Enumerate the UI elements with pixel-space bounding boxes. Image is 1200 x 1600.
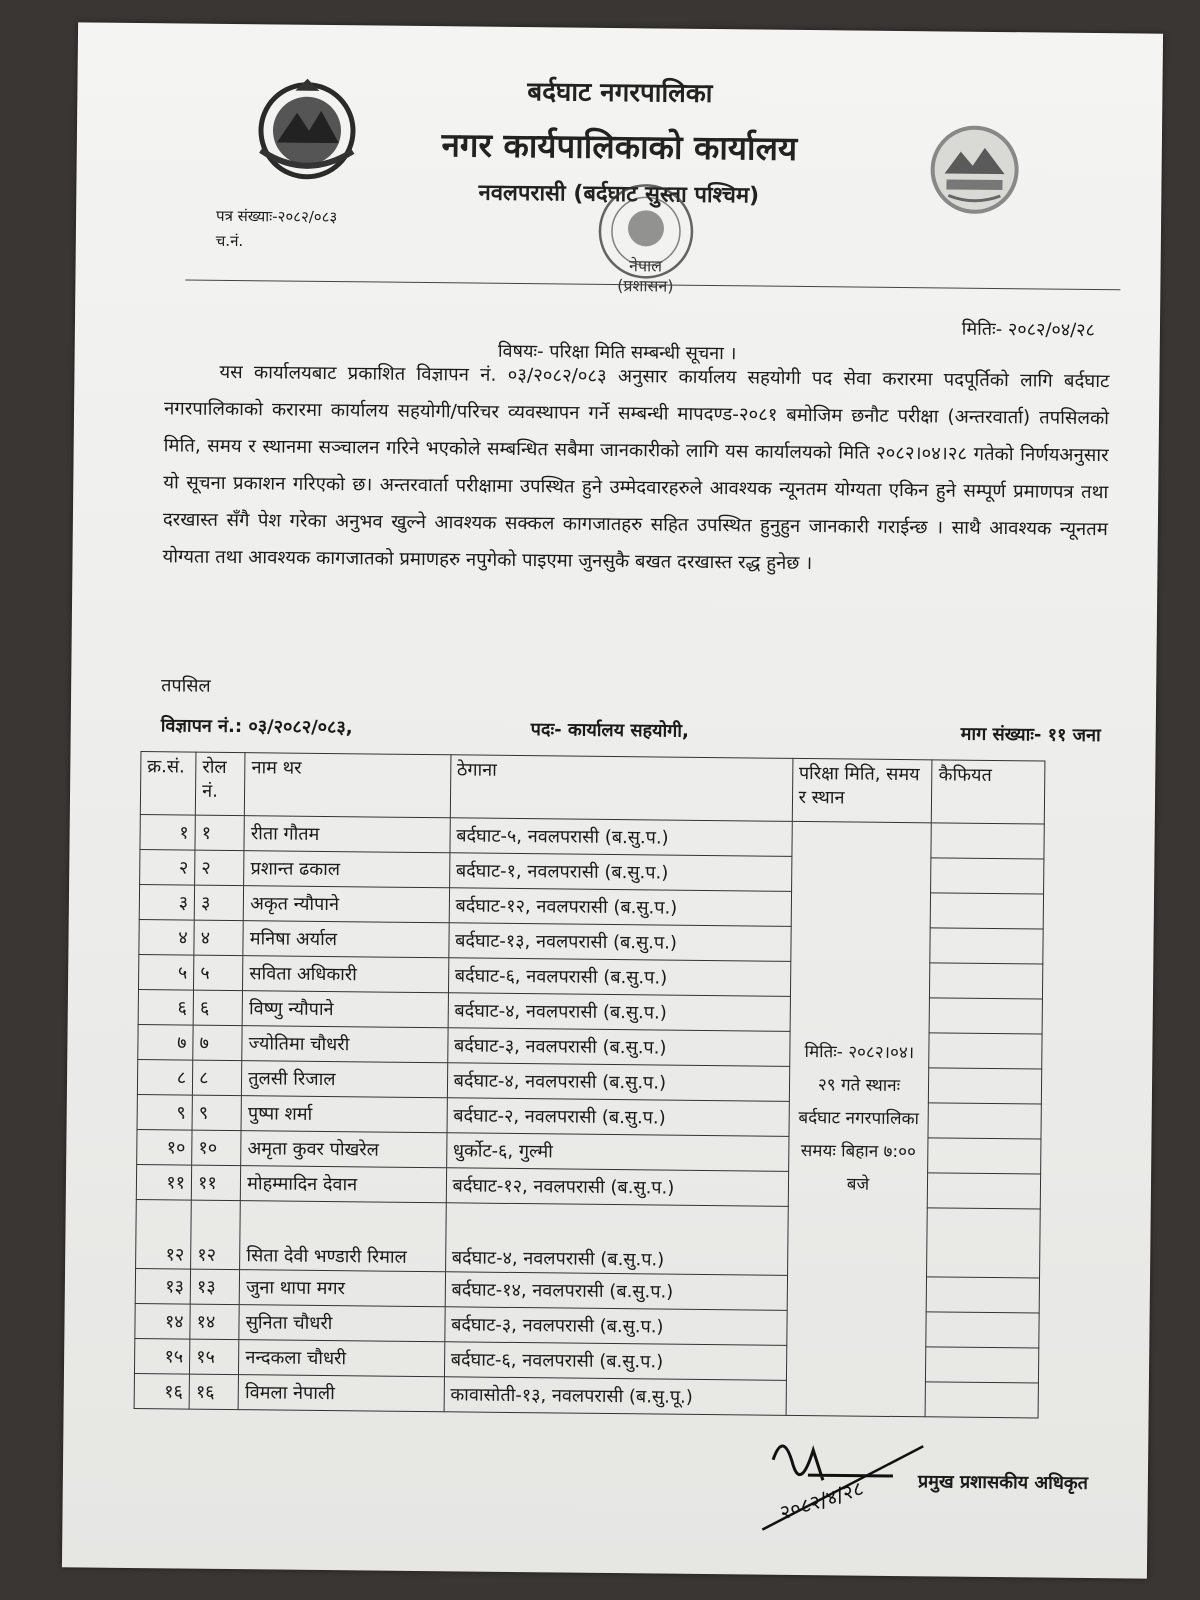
demand-count: माग संख्याः- ११ जना	[960, 723, 1101, 747]
cell-roll: ८	[192, 1060, 242, 1096]
cell-remarks	[929, 1033, 1042, 1069]
cell-remarks	[930, 963, 1043, 999]
cell-remarks	[930, 998, 1043, 1034]
cell-remarks	[931, 893, 1044, 929]
office-location: नवलपरासी (बर्दघाट सुस्ता पश्चिम)	[478, 180, 760, 209]
cell-address: बर्दघाट-४, नवलपरासी (ब.सु.प.)	[445, 1203, 788, 1276]
header-address: ठेगाना	[450, 755, 793, 822]
cell-sn: ८	[137, 1060, 192, 1096]
cell-name: ज्योतिमा चौधरी	[242, 1026, 448, 1063]
schedule-heading: तपसिल	[161, 675, 211, 697]
ad-number: विज्ञापन नं.: ०३/२०८२/०८३,	[160, 715, 353, 739]
cell-sn: १४	[135, 1304, 190, 1340]
notice-paper	[62, 22, 1163, 1578]
header-sn: क्र.सं.	[140, 752, 196, 816]
cell-name: मोहम्मादिन देवान	[241, 1166, 447, 1203]
cell-sn: १२	[136, 1200, 192, 1270]
cell-remarks	[930, 928, 1043, 964]
cell-sn: १०	[137, 1130, 192, 1166]
signatory-title: प्रमुख प्रशासकीय अधिकृत	[917, 1471, 1089, 1495]
cell-roll: १६	[189, 1374, 239, 1410]
cell-remarks	[927, 1208, 1040, 1278]
cell-sn: ५	[138, 955, 193, 991]
office-name: नगर कार्यपालिकाको कार्यालय	[441, 125, 798, 168]
municipality-logo-icon	[926, 123, 1023, 216]
header-roll: रोल नं.	[195, 752, 245, 816]
cell-roll: ३	[194, 885, 244, 921]
letter-number: पत्र संख्याः-२०८२/०८३	[216, 206, 338, 227]
cell-remarks	[926, 1312, 1039, 1348]
municipality-name: बर्दघाट नगरपालिका	[527, 77, 713, 110]
cell-roll: ६	[193, 990, 243, 1026]
signature-date: २०८२/४/२८	[776, 1475, 867, 1525]
cell-address: बर्दघाट-१२, नवलपरासी (ब.सु.प.)	[446, 1168, 788, 1207]
cell-roll: १	[195, 815, 245, 851]
cell-sn: १	[140, 815, 195, 851]
cell-roll: २	[195, 850, 245, 886]
cell-sn: ६	[138, 990, 193, 1026]
cell-name: जुना थापा मगर	[239, 1270, 445, 1307]
stamp-country: नेपाल	[629, 256, 663, 276]
cell-address: बर्दघाट-६, नवलपरासी (ब.सु.प.)	[448, 958, 790, 997]
cell-name: अमृता कुवर पोखरेल	[241, 1131, 447, 1168]
cell-remarks	[928, 1103, 1041, 1139]
cell-remarks	[931, 858, 1044, 894]
advertisement-meta	[160, 713, 1101, 747]
candidate-table	[134, 751, 1046, 1418]
cell-address: बर्दघाट-१, नवलपरासी (ब.सु.प.)	[449, 853, 791, 892]
cell-exam-info: मितिः- २०८२।०४। २९ गते स्थानः बर्दघाट नगरपालिका समयः बिहान ७:०० बजे	[786, 821, 932, 1416]
cell-roll: १३	[190, 1269, 240, 1305]
cell-name: सविता अधिकारी	[243, 956, 449, 993]
cell-remarks	[926, 1347, 1039, 1383]
post-name: पदः- कार्यालय सहयोगी,	[530, 719, 689, 742]
cell-address: बर्दघाट-२, नवलपरासी (ब.सु.प.)	[447, 1098, 789, 1137]
cell-name: अकृत न्यौपाने	[243, 886, 449, 923]
cell-roll: ४	[194, 920, 244, 956]
cell-address: बर्दघाट-३, नवलपरासी (ब.सु.प.)	[447, 1028, 789, 1067]
cell-roll: १२	[191, 1200, 241, 1270]
cell-address: धुर्कोट-६, गुल्मी	[446, 1133, 788, 1172]
cell-name: विष्णु न्यौपाने	[242, 991, 448, 1028]
cell-sn: ११	[136, 1165, 191, 1201]
handwritten-signature	[752, 1420, 933, 1542]
cell-name: प्रशान्त ढकाल	[244, 851, 450, 888]
notice-body: यस कार्यालयबाट प्रकाशित विज्ञापन नं. ०३/२०८२/०८३ अनुसार कार्यालय सहयोगी पद सेवा करारमा पदपूर्तिको लागि बर्दघाट नगरपालिकाको करारमा कार्यालय सहयोगी/परिचर व्यवस्थापन गर्ने सम्बन्धी मापदण्ड-२०८१ बमोजिम छनौट परीक्षा (अन्तरवार्ता) तपसिलको मिति, समय र स्थानमा सञ्चालन गरिने भएकोले सम्बन्धित सबैमा जानकारीको लागि यस कार्यालयको मिति २०८२।०४।२८ गतेको निर्णयअनुसार यो सूचना प्रकाशन गरिएको छ। अन्तरवार्ता परीक्षामा उपस्थित हुने उम्मेदवारहरुले आवश्यक न्यूनतम योग्यता एकिन हुने सम्पूर्ण प्रमाणपत्र तथा दरखास्त सँगै पेश गरेका अनुभव खुल्ने आवश्यक सक्कल कागजातहरु सहित उपस्थित हुनुहुन जानकारी गराईन्छ । साथै आवश्यक न्यूनतम योग्यता तथा आवश्यक कागजातको प्रमाणहरु नपुगेको पाइएमा जुनसुकै बखत दरखास्त रद्ध हुनेछ ।	[162, 361, 1110, 575]
cell-sn: ७	[138, 1025, 193, 1061]
cell-roll: १४	[190, 1304, 240, 1340]
notice-subject: विषयः- परिक्षा मिति सम्बन्धी सूचना ।	[497, 340, 737, 365]
cell-name: तुलसी रिजाल	[242, 1061, 448, 1098]
cell-sn: १३	[135, 1269, 190, 1305]
cell-address: बर्दघाट-४, नवलपरासी (ब.सु.प.)	[448, 993, 790, 1032]
header-exam: परिक्षा मिति, समय र स्थान	[792, 758, 932, 822]
table-header-row	[140, 752, 1045, 824]
cell-roll: ७	[193, 1025, 243, 1061]
cell-roll: १५	[190, 1339, 240, 1375]
cell-name: मनिषा अर्याल	[243, 921, 449, 958]
cell-name: नन्दकला चौधरी	[239, 1340, 445, 1377]
cell-name: सिता देवी भण्डारी रिमाल	[240, 1201, 446, 1272]
header-remarks: कैफियत	[932, 760, 1045, 824]
dispatch-number: च.नं.	[215, 231, 244, 251]
cell-remarks	[926, 1382, 1039, 1418]
cell-address: कावासोती-१३, नवलपरासी (ब.सु.पू.)	[444, 1377, 786, 1416]
cell-sn: २	[140, 850, 195, 886]
cell-remarks	[928, 1173, 1041, 1209]
cell-name: पुष्पा शर्मा	[241, 1096, 447, 1133]
cell-roll: ५	[194, 955, 244, 991]
cell-address: बर्दघाट-१३, नवलपरासी (ब.सु.प.)	[448, 923, 790, 962]
cell-address: बर्दघाट-५, नवलपरासी (ब.सु.प.)	[450, 818, 792, 857]
cell-address: बर्दघाट-१२, नवलपरासी (ब.सु.प.)	[449, 888, 791, 927]
notice-date: मितिः- २०८२/०४/२८	[961, 318, 1096, 342]
cell-address: बर्दघाट-१४, नवलपरासी (ब.सु.प.)	[445, 1272, 787, 1311]
cell-sn: ४	[139, 920, 194, 956]
cell-address: बर्दघाट-६, नवलपरासी (ब.सु.प.)	[444, 1342, 786, 1381]
cell-sn: १५	[134, 1339, 189, 1375]
cell-name: सुनिता चौधरी	[239, 1305, 445, 1342]
cell-sn: ९	[137, 1095, 192, 1131]
cell-roll: १०	[192, 1130, 242, 1166]
cell-remarks	[927, 1277, 1040, 1313]
cell-roll: ९	[192, 1095, 242, 1131]
header-name: नाम थर	[245, 753, 451, 818]
cell-name: विमला नेपाली	[238, 1375, 444, 1412]
cell-name: रीता गौतम	[244, 816, 450, 853]
cell-address: बर्दघाट-४, नवलपरासी (ब.सु.प.)	[447, 1063, 789, 1102]
cell-remarks	[928, 1138, 1041, 1174]
cell-remarks	[929, 1068, 1042, 1104]
cell-roll: ११	[191, 1165, 241, 1201]
cell-sn: १६	[134, 1374, 189, 1410]
stamp-sub: (प्रशासन)	[617, 276, 674, 296]
cell-sn: ३	[139, 885, 194, 921]
cell-address: बर्दघाट-३, नवलपरासी (ब.सु.प.)	[444, 1307, 786, 1346]
cell-remarks	[931, 823, 1044, 859]
